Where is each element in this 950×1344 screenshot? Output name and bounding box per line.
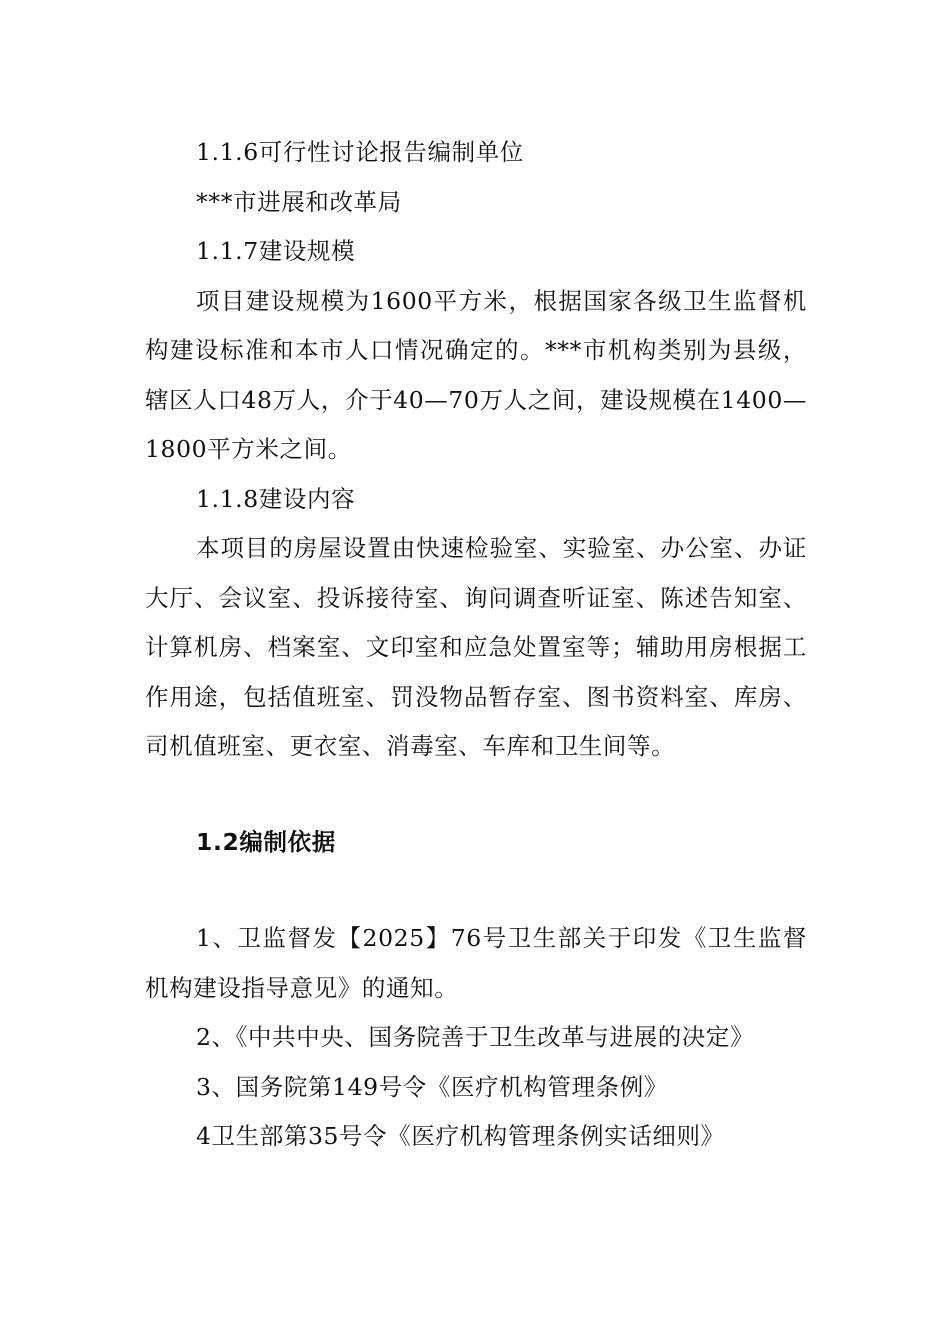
section-heading-1-1-7: 1.1.7建设规模 (196, 237, 356, 265)
document-content (145, 128, 807, 1162)
section-heading-1-1-6: 1.1.6可行性讨论报告编制单位 (196, 138, 524, 166)
basis-list-item: 3、国务院第149号令《医疗机构管理条例》 (196, 1072, 668, 1101)
section-body-1-1-8: 本项目的房屋设置由快速检验室、实验室、办公室、办证大厅、会议室、投诉接待室、询问调查听证室、陈述告知室、计算机房、档案室、文印室和应急处置室等；辅助用房根据工作用途，包括值班室、罚没物品暂存室、图书资料室、库房、司机值班室、更衣室、消毒室、车库和卫生间等。 (145, 534, 807, 760)
basis-list-item: 4卫生部第35号令《医疗机构管理条例实话细则》 (196, 1122, 725, 1150)
spacer (145, 772, 807, 818)
section-heading-1-2: 1.2编制依据 (196, 827, 336, 856)
section-heading-1-1-8: 1.1.8建设内容 (196, 484, 356, 513)
spacer (145, 867, 807, 914)
section-body-1-1-7: 项目建设规模为1600平方米，根据国家各级卫生监督机构建设标准和本市人口情况确定的。***市机构类别为县级，辖区人口48万人，介于40—70万人之间，建设规模在1400—1800平方米之间。 (145, 286, 807, 463)
basis-list-item: 2、《中共中央、国务院善于卫生改革与进展的决定》 (196, 1023, 755, 1051)
section-body-1-1-6: ***市进展和改革局 (196, 187, 402, 216)
basis-list-item: 1、卫监督发【2025】76号卫生部关于印发《卫生监督机构建设指导意见》的通知。 (145, 924, 807, 1002)
